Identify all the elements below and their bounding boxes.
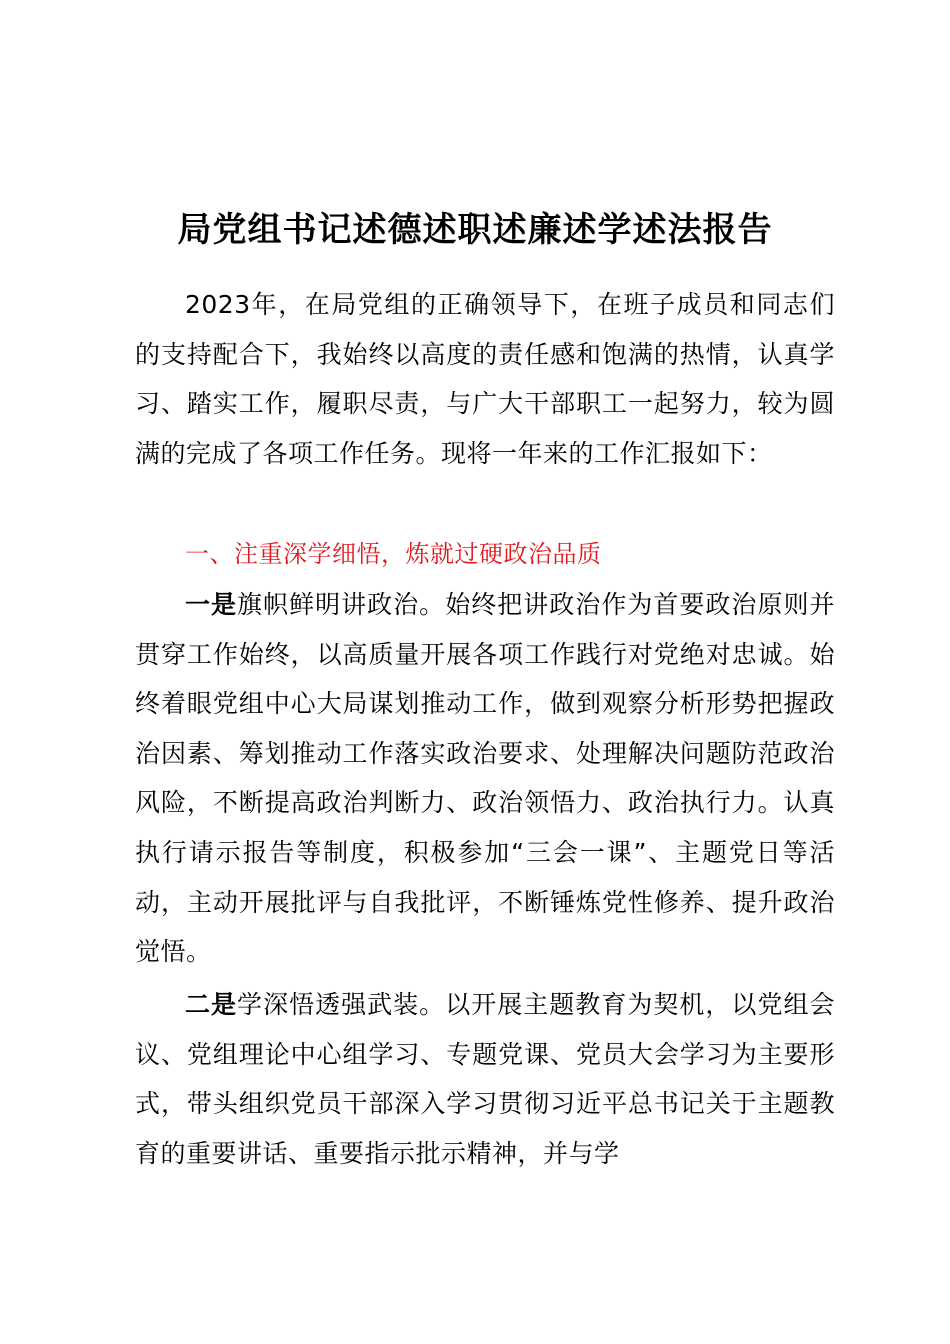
item-two-lead: 二是 (185, 990, 238, 1019)
paragraph-item-one (135, 580, 835, 977)
paragraph-item-two (135, 980, 835, 1178)
section-heading: 一、注重深学细悟，炼就过硬政治品质 (185, 540, 602, 568)
item-two-text: 学深悟透强武装。以开展主题教育为契机，以党组会议、党组理论中心组学习、专题党课、党员大会学习为主要形式，带头组织党员干部深入学习贯彻习近平总书记关于主题教育的重要讲话、重要指示批示精神，并与学 (135, 990, 835, 1168)
item-one-text: 旗帜鲜明讲政治。始终把讲政治作为首要政治原则并贯穿工作始终，以高质量开展各项工作践行对党绝对忠诚。始终着眼党组中心大局谋划推动工作，做到观察分析形势把握政治因素、筹划推动工作落实政治要求、处理解决问题防范政治风险，不断提高政治判断力、政治领悟力、政治执行力。认真执行请示报告等制度，积极参加“三会一课”、主题党日等活动，主动开展批评与自我批评，不断锤炼党性修养、提升政治觉悟。 (135, 590, 835, 967)
document-title: 局党组书记述德述职述廉述学述法报告 (177, 210, 773, 250)
intro-paragraph: 2023年，在局党组的正确领导下，在班子成员和同志们的支持配合下，我始终以高度的责任感和饱满的热情，认真学习、踏实工作，履职尽责，与广大干部职工一起努力，较为圆满的完成了各项工作任务。现将一年来的工作汇报如下： (135, 290, 835, 468)
item-one-lead: 一是 (185, 590, 238, 619)
